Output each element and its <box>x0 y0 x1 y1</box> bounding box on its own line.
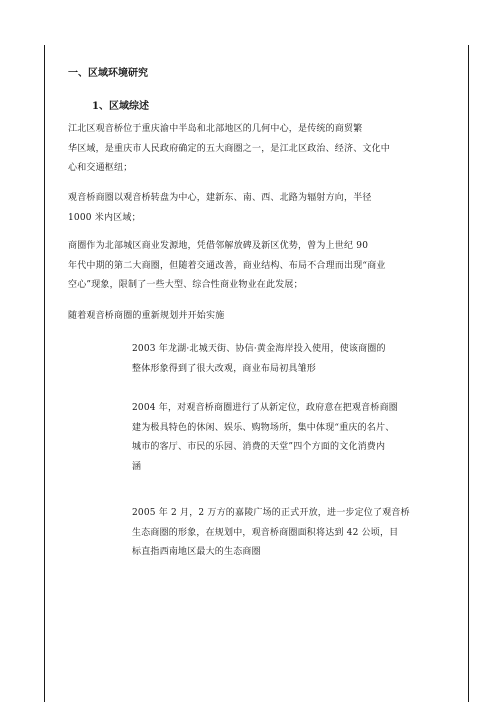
paragraph-line: 1000 米内区域； <box>68 212 141 223</box>
right-border-line <box>468 45 469 702</box>
paragraph-line: 江北区观音桥位于重庆渝中半岛和北部地区的几何中心，是传统的商贸繁 <box>68 124 363 134</box>
paragraph-line: 观音桥商圈以观音桥转盘为中心，建新东、南、西、北路为辐射方向，半径 <box>68 193 372 203</box>
timeline-line: 生态商圈的形象，在规划中，观音桥商圈面积将达到 42 公顷，目 <box>132 527 399 538</box>
paragraph-line: 年代中期的第二大商圈，但随着交通改善，商业结构、布局不合理而出现“商业 <box>68 260 386 271</box>
paragraph-line: 商圈作为北部城区商业发源地，凭借邻解放碑及新区优势，曾为上世纪 90 <box>68 241 369 251</box>
timeline-line: 2004 年，对观音桥商圈进行了从新定位，政府意在把观音桥商圈 <box>132 403 398 413</box>
paragraph-planning <box>68 307 448 327</box>
timeline-item-2003 <box>132 340 432 379</box>
timeline-line: 建为极具特色的休闲、娱乐、购物场所，集中体现“重庆的名片、 <box>132 422 395 433</box>
subsection-heading: 1、区域综述 <box>92 101 149 112</box>
timeline-line: 涵 <box>132 461 142 472</box>
paragraph-location <box>68 120 448 179</box>
paragraph-history <box>68 237 448 296</box>
timeline-line: 标直指西南地区最大的生态商圈 <box>132 547 261 557</box>
timeline-item-2004 <box>132 399 432 477</box>
paragraph-line: 华区域，是重庆市人民政府确定的五大商圈之一，是江北区政治、经济、文化中 <box>68 143 391 154</box>
paragraph-line: 随着观音桥商圈的重新规划并开始实施 <box>68 311 225 321</box>
paragraph-line: 空心”现象，限制了一些大型、综合性商业物业在此发展； <box>68 280 303 290</box>
paragraph-scope <box>68 189 448 228</box>
timeline-line: 城市的客厅、市民的乐园、消费的天堂”四个方面的文化消费内 <box>132 442 386 452</box>
timeline-line: 2005 年 2 月，2 万方的嘉陵广场的正式开放，进一步定位了观音桥 <box>132 508 410 518</box>
timeline-item-2005 <box>132 504 432 563</box>
paragraph-line: 心和交通枢纽； <box>68 163 133 173</box>
section-heading: 一、区域环境研究 <box>68 68 148 79</box>
timeline-line: 整体形象得到了很大改观，商业布局初具雏形 <box>132 363 317 374</box>
timeline-line: 2003 年龙湖·北城天街、协信·黄金海岸投入使用，使该商圈的 <box>132 344 386 354</box>
left-border-line <box>44 45 45 702</box>
